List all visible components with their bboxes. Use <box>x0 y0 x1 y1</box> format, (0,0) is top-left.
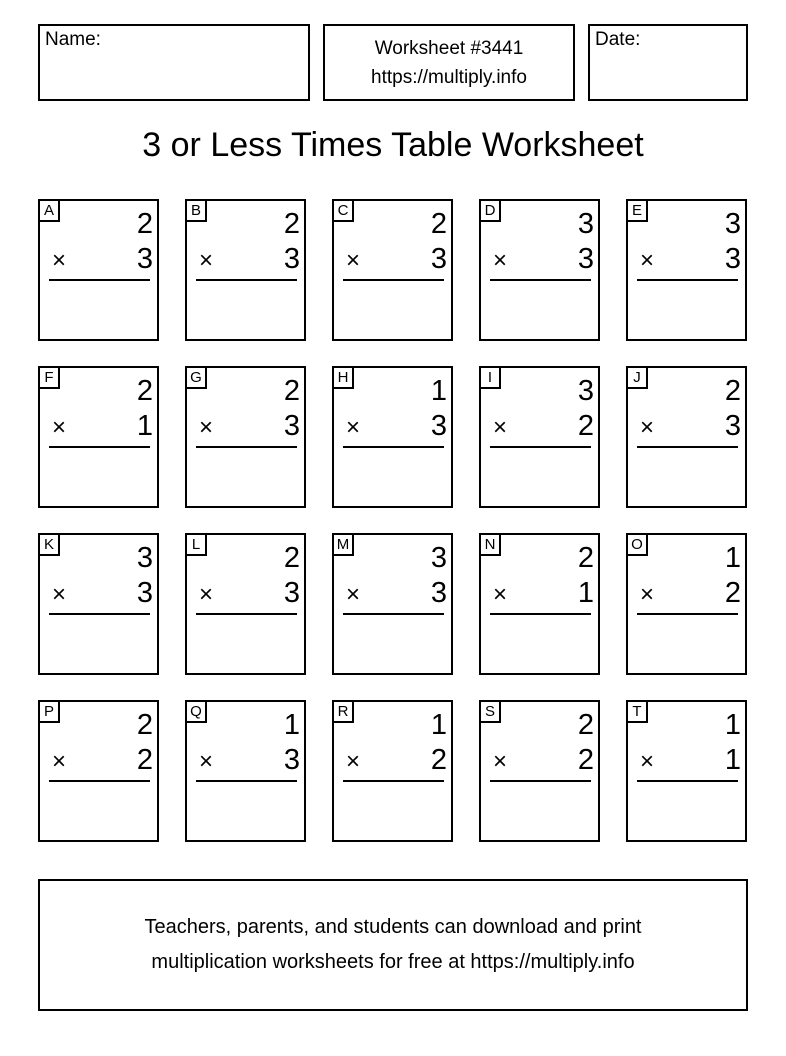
problem-letter: H <box>332 366 354 389</box>
multiplier: 2 <box>577 410 594 442</box>
problem-card <box>479 366 600 508</box>
footer-line-2: multiplication worksheets for free at https://multiply.info <box>151 951 635 973</box>
multiplier: 1 <box>136 410 153 442</box>
problem-card <box>185 700 306 842</box>
multiplicand: 2 <box>430 208 447 240</box>
multiplicand: 2 <box>577 542 594 574</box>
times-sign: × <box>346 581 361 608</box>
times-sign: × <box>199 581 214 608</box>
times-sign: × <box>346 414 361 441</box>
problem-letter: S <box>479 700 501 723</box>
multiplicand: 2 <box>577 709 594 741</box>
answer-line <box>49 780 150 782</box>
name-label: Name: <box>45 29 101 50</box>
answer-line <box>343 613 444 615</box>
date-label: Date: <box>595 29 641 50</box>
problem-card <box>479 199 600 341</box>
problem-card <box>185 366 306 508</box>
times-sign: × <box>52 414 67 441</box>
problem-letter: C <box>332 199 354 222</box>
multiplicand: 2 <box>283 208 300 240</box>
answer-line <box>637 613 738 615</box>
multiplier: 1 <box>577 577 594 609</box>
multiplier: 2 <box>430 744 447 776</box>
times-sign: × <box>52 247 67 274</box>
answer-line <box>343 279 444 281</box>
problem-card <box>332 199 453 341</box>
problem-letter: M <box>332 533 354 556</box>
problem-card <box>185 533 306 675</box>
page-title: 3 or Less Times Table Worksheet <box>142 126 644 164</box>
multiplier: 3 <box>283 410 300 442</box>
multiplicand: 2 <box>283 375 300 407</box>
problem-letter: N <box>479 533 501 556</box>
footer-box <box>38 879 748 1011</box>
multiplicand: 3 <box>724 208 741 240</box>
times-sign: × <box>199 748 214 775</box>
answer-line <box>637 279 738 281</box>
problem-card <box>626 533 747 675</box>
times-sign: × <box>346 748 361 775</box>
answer-line <box>637 446 738 448</box>
times-sign: × <box>346 247 361 274</box>
problem-letter: Q <box>185 700 207 723</box>
problem-letter: E <box>626 199 648 222</box>
multiplier: 2 <box>724 577 741 609</box>
problem-card <box>332 533 453 675</box>
multiplicand: 3 <box>577 208 594 240</box>
answer-line <box>490 279 591 281</box>
multiplicand: 2 <box>283 542 300 574</box>
problem-card <box>479 533 600 675</box>
multiplicand: 1 <box>430 375 447 407</box>
multiplier: 3 <box>577 243 594 275</box>
times-sign: × <box>199 247 214 274</box>
problem-letter: A <box>38 199 60 222</box>
multiplier: 3 <box>283 577 300 609</box>
problem-letter: K <box>38 533 60 556</box>
times-sign: × <box>199 414 214 441</box>
multiplicand: 1 <box>283 709 300 741</box>
problem-letter: T <box>626 700 648 723</box>
multiplier: 3 <box>430 577 447 609</box>
problem-letter: L <box>185 533 207 556</box>
times-sign: × <box>493 247 508 274</box>
times-sign: × <box>52 581 67 608</box>
problem-card <box>38 533 159 675</box>
footer-line-1: Teachers, parents, and students can download and print <box>144 916 642 938</box>
multiplicand: 3 <box>136 542 153 574</box>
multiplicand: 1 <box>724 542 741 574</box>
multiplicand: 2 <box>136 709 153 741</box>
times-sign: × <box>493 414 508 441</box>
answer-line <box>49 279 150 281</box>
name-field <box>38 24 310 101</box>
multiplicand: 3 <box>430 542 447 574</box>
problem-letter: F <box>38 366 60 389</box>
problem-letter: I <box>479 366 501 389</box>
answer-line <box>49 446 150 448</box>
problem-letter: D <box>479 199 501 222</box>
times-sign: × <box>640 414 655 441</box>
times-sign: × <box>640 581 655 608</box>
multiplier: 2 <box>136 744 153 776</box>
worksheet-number: Worksheet #3441 <box>374 37 524 59</box>
problem-letter: G <box>185 366 207 389</box>
multiplicand: 2 <box>136 208 153 240</box>
worksheet-info-box <box>323 24 575 101</box>
answer-line <box>196 613 297 615</box>
multiplier: 3 <box>136 243 153 275</box>
answer-line <box>490 446 591 448</box>
answer-line <box>196 780 297 782</box>
worksheet-url: https://multiply.info <box>371 66 527 88</box>
answer-line <box>196 446 297 448</box>
problem-letter: R <box>332 700 354 723</box>
times-sign: × <box>493 748 508 775</box>
problem-letter: P <box>38 700 60 723</box>
multiplicand: 2 <box>724 375 741 407</box>
multiplicand: 1 <box>724 709 741 741</box>
problem-card <box>38 700 159 842</box>
answer-line <box>196 279 297 281</box>
times-sign: × <box>52 748 67 775</box>
times-sign: × <box>493 581 508 608</box>
problem-card <box>38 199 159 341</box>
answer-line <box>343 446 444 448</box>
date-field <box>588 24 748 101</box>
problem-card <box>479 700 600 842</box>
multiplier: 1 <box>724 744 741 776</box>
multiplier: 3 <box>430 410 447 442</box>
problem-card <box>626 199 747 341</box>
answer-line <box>49 613 150 615</box>
problem-card <box>626 366 747 508</box>
problem-card <box>626 700 747 842</box>
answer-line <box>490 780 591 782</box>
multiplier: 3 <box>283 243 300 275</box>
multiplier: 3 <box>430 243 447 275</box>
multiplier: 3 <box>283 744 300 776</box>
problem-card <box>38 366 159 508</box>
answer-line <box>343 780 444 782</box>
multiplier: 2 <box>577 744 594 776</box>
problem-letter: B <box>185 199 207 222</box>
problem-card <box>332 700 453 842</box>
times-sign: × <box>640 247 655 274</box>
problem-card <box>185 199 306 341</box>
problem-letter: O <box>626 533 648 556</box>
multiplier: 3 <box>136 577 153 609</box>
multiplier: 3 <box>724 243 741 275</box>
multiplicand: 2 <box>136 375 153 407</box>
multiplicand: 1 <box>430 709 447 741</box>
multiplicand: 3 <box>577 375 594 407</box>
answer-line <box>490 613 591 615</box>
multiplier: 3 <box>724 410 741 442</box>
answer-line <box>637 780 738 782</box>
problem-letter: J <box>626 366 648 389</box>
problem-card <box>332 366 453 508</box>
times-sign: × <box>640 748 655 775</box>
